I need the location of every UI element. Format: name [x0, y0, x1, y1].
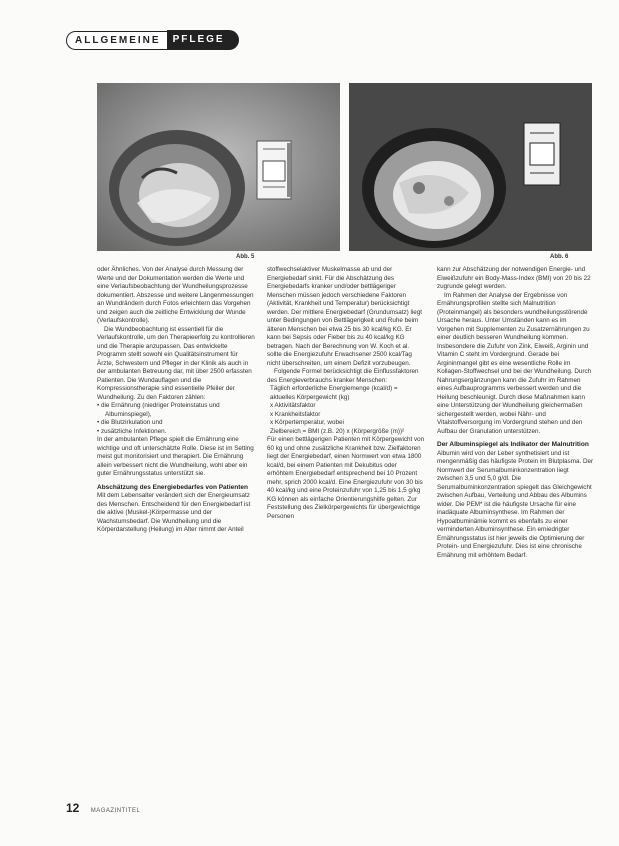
- section-label-allgemeine: ALLGEMEINE: [66, 31, 167, 50]
- section-label-pflege: PFLEGE: [167, 30, 239, 50]
- paragraph: Für einen bettlägerigen Patienten mit Körpergewicht von 60 kg und ohne zusätzliche Krankheit bzw. Zielfaktoren liegt der Energiebedarf, einen Normwert von etwa 1800 kcal/d, bei einem Patienten mit Dekubitus oder erhöhtem Energiebedarf entsprechend bei 10 Prozent mehr, sprich 2000 kcal/d. Eine Energiezufuhr von 30 bis 40 kcal/kg und eine Proteinzufuhr von 1,25 bis 1,5 g/kg KG können als einfache Orientierungshilfe gelten. Zur Feststellung des Zielkörpergewichts für übergewichtige Personen: [267, 436, 425, 520]
- page-number: 12: [66, 801, 80, 815]
- section-heading: Abschätzung des Energiebedarfes von Patienten: [97, 483, 248, 491]
- list-item: • die Blutzirkulation und: [97, 419, 163, 426]
- paragraph: stoffwechselaktiver Muskelmasse ab und der Energiebedarf sinkt. Für die Abschätzung des Energiebedarfs kranker und/oder bettlägeriger Menschen müssen jedoch verschiedene Faktoren (Aktivität, Krankheit und Temperatur) berücksichtigt werden. Der mittlere Energiebedarf (Grundumsatz) liegt unter Bedingungen von Bettlägerigkeit und Ruhe beim älteren Menschen bei etwa 25 bis 30 kcal/kg KG. Er kann bei Sepsis oder Fieber bis zu 40 kcal/kg KG betragen. Nach der Berechnung von W. Koch et al. sollte die Energiezufuhr Erwachsener 2500 kcal/Tag nicht überschreiten, um einem Defizit vorzubeugen.: [267, 266, 423, 367]
- paragraph: Die Wundbeobachtung ist essentiell für die Verlaufskontrolle, um den Therapieerfolg zu kontrollieren und die Therapie anzupassen. Das entwickelte Programm stellt sowohl ein Qualitätsinstrument für Ärzte, Schwestern und Pfleger in der Klinik als auch in der ambulanten Betreuung dar, mit über 2500 erfassten Patienten. Die Wundauflagen und die Kompressionstherapie sind essentielle Pfeiler der Wundheilung. Zu den Faktoren zählen:: [97, 325, 255, 401]
- formula-line: x Aktivitätsfaktor: [270, 402, 316, 409]
- figure-caption-abb6: Abb. 6: [550, 254, 569, 260]
- magazine-title: MAGAZINTITEL: [90, 808, 141, 814]
- formula-line: x Körpertemperatur, wobei: [270, 419, 344, 426]
- paragraph: Albumin wird von der Leber synthetisiert und ist mengenmäßig das häufigste Protein im Blutplasma. Der Normwert der Serumalbuminkonzentration liegt zwischen 3,5 und 5,0 g/dl. Die Serumalbuminkonzentration spiegelt das Gleichgewicht zwischen Aufbau, Verteilung und Abbau des Albumins wider. Die PEM* ist die häufigste Ursache für eine inadäquate Albuminsynthese. Im Rahmen der Hypoalbuminämie kommt es ebenfalls zu einer verminderten Albuminsynthese. Ein erniedrigter Ernährungsstatus ist hier jeweils die Optimierung der Protein- und Energiezufuhr. Dies ist eine chronische Ernährung mit erhöhtem Bedarf.: [437, 449, 594, 559]
- paragraph: In der ambulanten Pflege spielt die Ernährung eine wichtige und oft unterschätzte Rolle. Diese ist im Setting meist gut monitorisiert und therapiert. Die Ernährung allein verbessert nicht die Wundheilung, wohl aber ein guter Ernährungsstatus unterstützt sie.: [97, 436, 254, 477]
- formula-line: x Krankheitsfaktor: [270, 410, 321, 418]
- text-column-1: [97, 266, 255, 535]
- paragraph: Im Rahmen der Analyse der Ergebnisse von Ernährungsprofilen stellte sich Malnutrition (Proteinmangel) als besonders wundheilungsstörende Ursache heraus. Unter Umständen kann es im Vorgehen mit Supplementen zu Zusatzernährungen zu einer deutlich besseren Wundheilung kommen. Insbesondere die Zufuhr von Zink, Eiweiß, Arginin und Vitamin C steht im Vordergrund. Gerade bei Argininmangel gibt es eine wesentliche Rolle im Kollagen-Stoffwechsel und bei der Wundheilung. Durch Nahrungsergänzungen kann die Zufuhr im Rahmen eines Aufbauprogramms verbessert werden und die Heilung beschleunigt. Durch diese Maßnahmen kann eine Unterstützung der Wundheilung gleichermaßen sichergestellt werden, wobei Nähr- und Vitalstoffversorgung im Vordergrund stehen und den Aufbau der Granulation unterstützen.: [437, 291, 592, 435]
- wound-photo-abb5: [97, 83, 340, 251]
- paragraph: kann zur Abschätzung der notwendigen Energie- und Eiweißzufuhr ein Body-Mass-Index (BMI) von 20 bis 22 zugrunde gelegt werden.: [437, 266, 591, 290]
- page-footer: [66, 801, 140, 815]
- paragraph: Folgende Formel berücksichtigt die Einflussfaktoren des Energieverbrauchs kranker Menschen:: [267, 368, 419, 384]
- section-header: [66, 30, 239, 50]
- section-heading: Der Albuminspiegel als Indikator der Malnutrition: [437, 441, 589, 448]
- wound-photo-abb6: [349, 83, 592, 251]
- formula-line: aktuelles Körpergewicht (kg): [270, 393, 350, 401]
- text-column-2: [267, 266, 425, 521]
- list-item: • die Ernährung (niedriger Proteinstatus und Albuminspiegel),: [97, 402, 220, 418]
- figure-caption-abb5: Abb. 5: [236, 254, 255, 260]
- formula-line: Täglich erforderliche Energiemenge (kcal/d) =: [270, 385, 398, 392]
- list-item: • zusätzliche Infektionen.: [97, 427, 167, 435]
- paragraph: Mit dem Lebensalter verändert sich der Energieumsatz des Menschen. Entscheidend für den Energiebedarf ist die aktive (Muskel-)Körpermasse und der Wachstumsbedarf. Die Wundheilung und die Körperdarstellung (Heilung) im Alter nimmt der Anteil: [97, 492, 251, 533]
- text-column-3: [437, 266, 595, 560]
- paragraph: oder Ähnliches. Von der Analyse durch Messung der Werte und der Dokumentation werden die Werte und eine Verlaufsbeobachtung der Wundheilungsprozesse dokumentiert. Abszesse und weitere Längenmessungen an Wundrändern durch Fotos erleichtern das Vorgehen und zeigen auch die zeitliche Entwicklung der Wunde (Verlaufskontrolle).: [97, 266, 254, 324]
- formula-line: Zielbereich = BMI (z.B. 20) x (Körpergröße (m))²: [270, 427, 405, 435]
